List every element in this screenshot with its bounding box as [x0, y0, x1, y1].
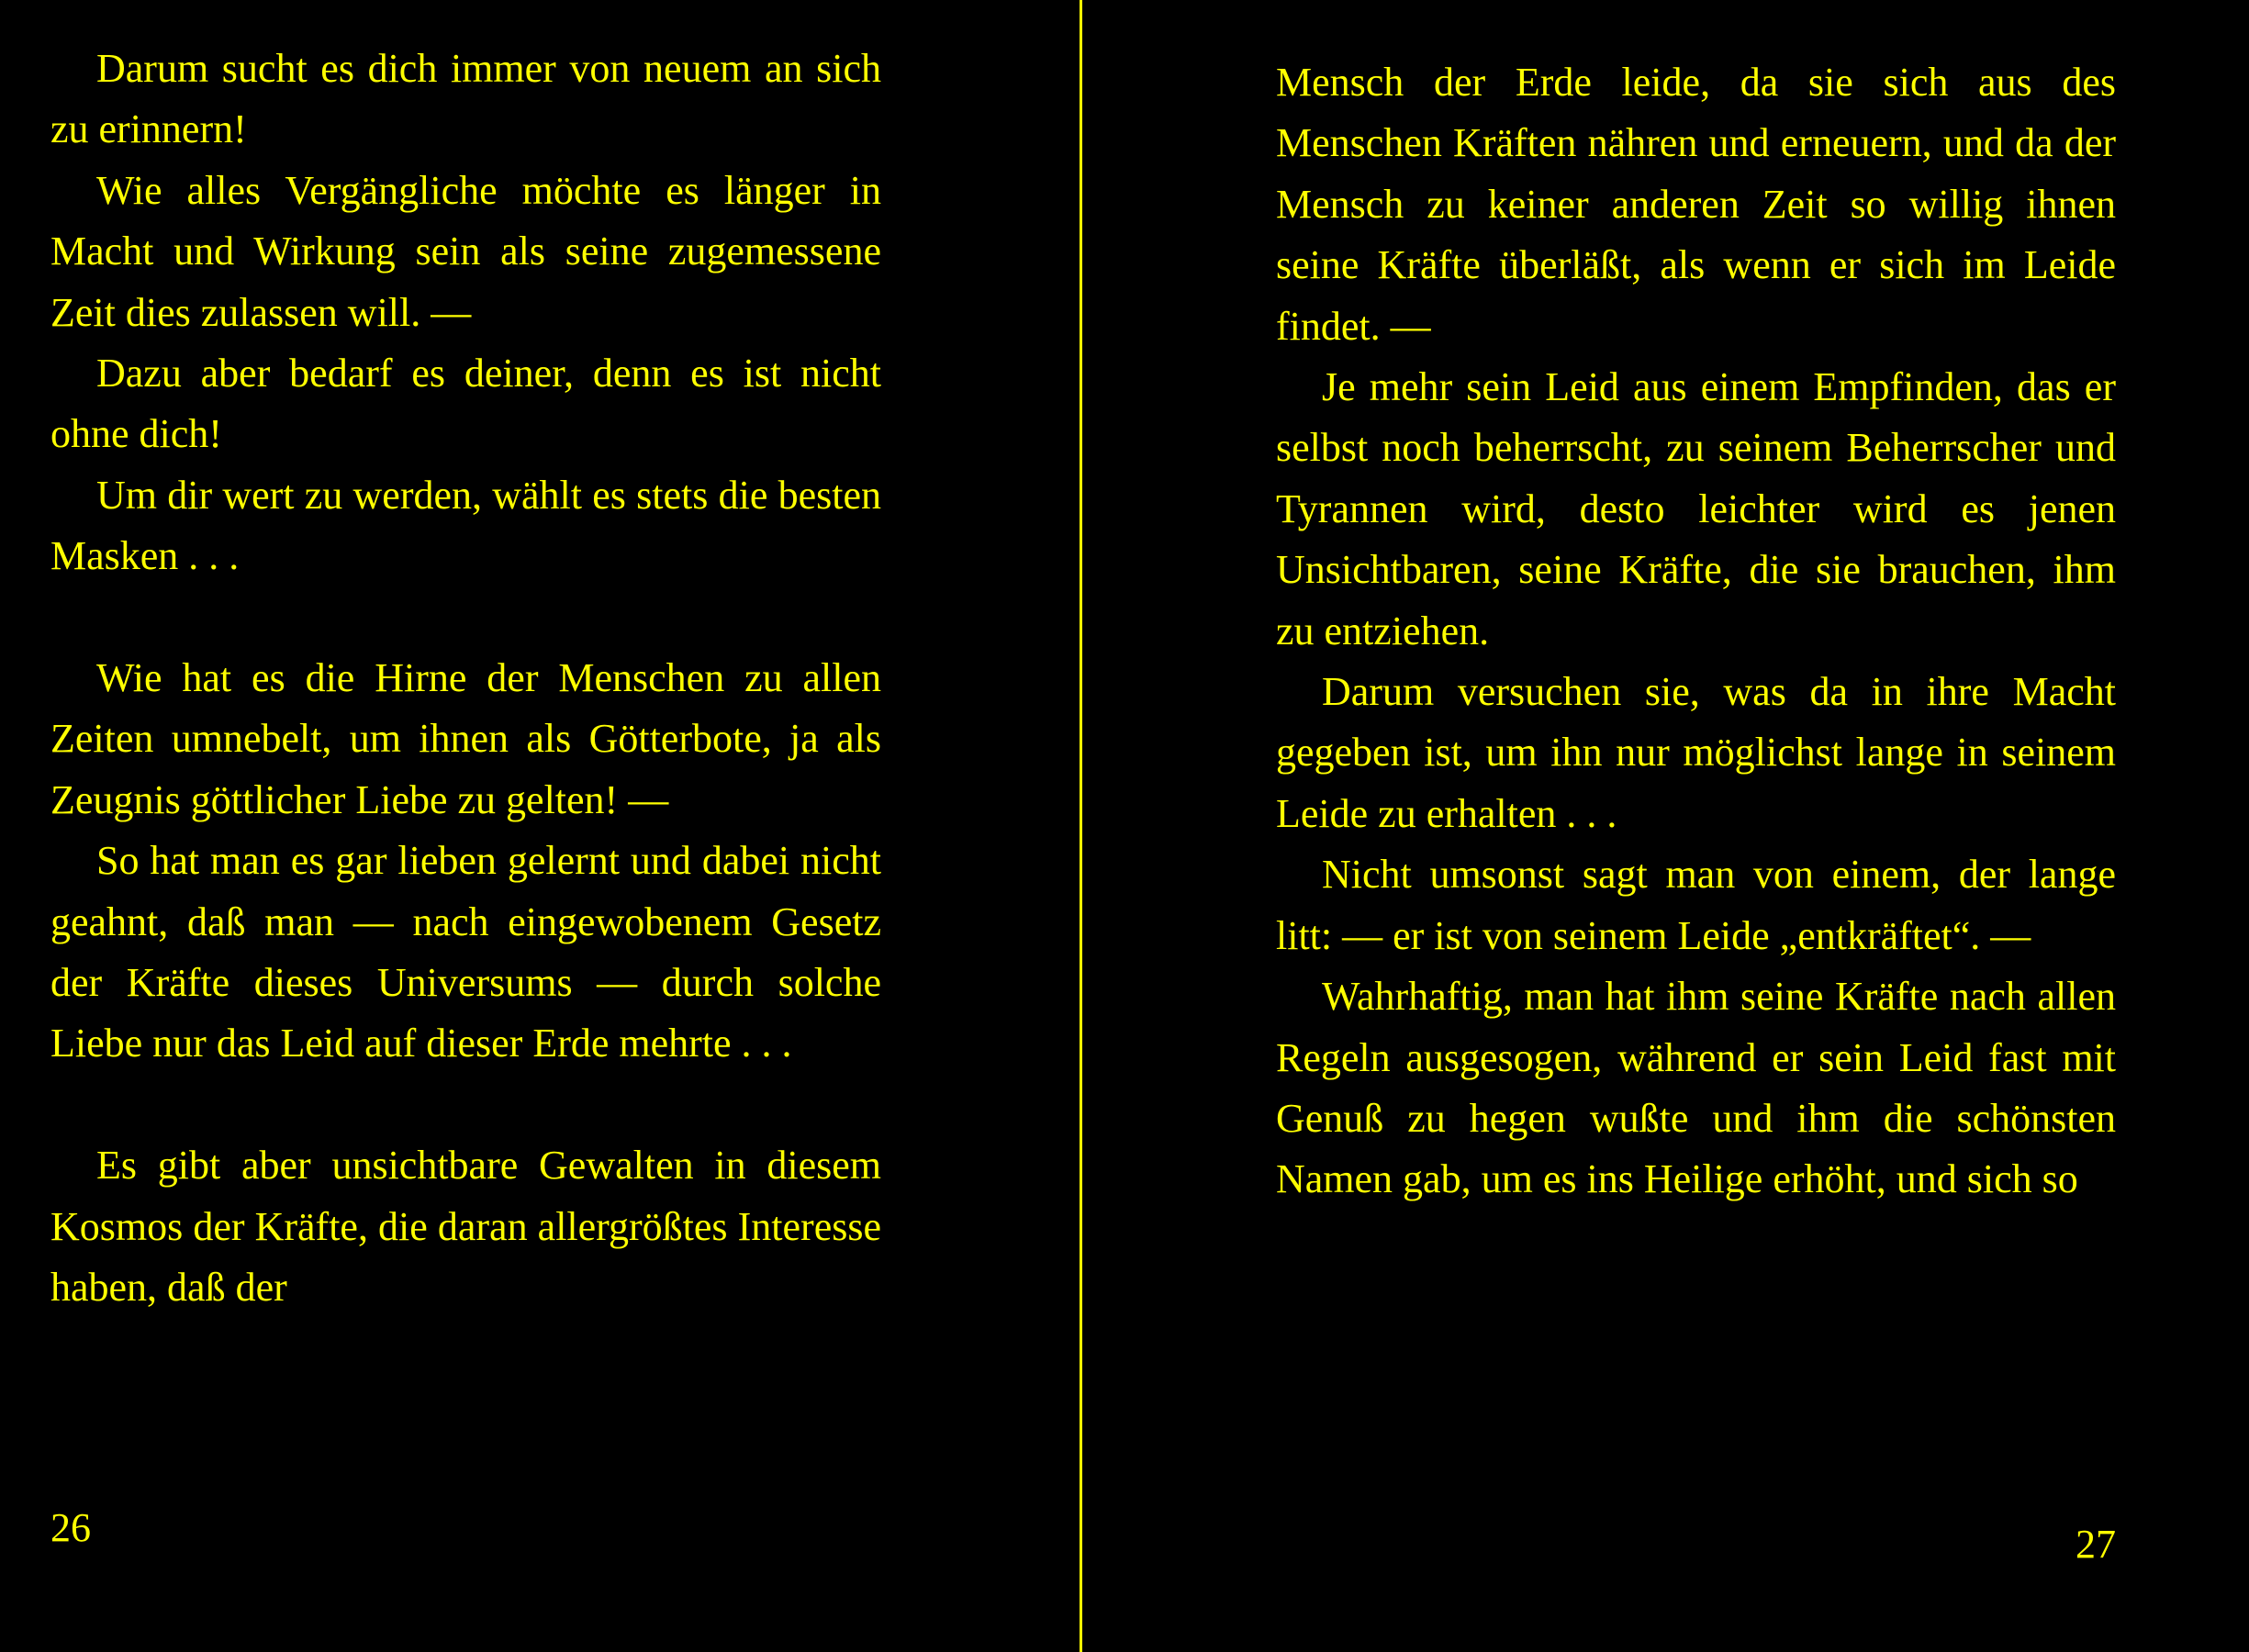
paragraph: Wie hat es die Hirne der Menschen zu allen Zeiten umnebelt, um ihnen als Götterbote, ja als Zeugnis göttlicher Liebe zu gelten! —	[50, 655, 881, 822]
paragraph: Je mehr sein Leid aus einem Empfinden, das er selbst noch beherrscht, zu seinem Beherrscher und Tyrannen wird, desto leichter wird es jenen Unsichtbaren, seine Kräfte, die sie brauchen, ihm zu entziehen.	[1276, 364, 2116, 653]
right-page	[1083, 0, 2249, 1652]
paragraph: Wie alles Vergängliche möchte es länger in Macht und Wirkung sein als seine zugemessene Zeit dies zulassen will. —	[50, 167, 881, 335]
left-page	[0, 0, 1079, 1652]
left-page-text	[50, 39, 881, 1319]
paragraph: Darum versuchen sie, was da in ihre Macht gegeben ist, um ihn nur möglichst lange in seinem Leide zu erhalten . . .	[1276, 669, 2116, 836]
paragraph: Nicht umsonst sagt man von einem, der lange litt: — er ist von seinem Leide „entkräftet“. —	[1276, 852, 2116, 958]
paragraph: Um dir wert zu werden, wählt es stets die besten Masken . . .	[50, 472, 881, 579]
paragraph: Darum sucht es dich immer von neuem an sich zu erinnern!	[50, 46, 881, 152]
section-break	[50, 587, 881, 648]
paragraph: Wahrhaftig, man hat ihm seine Kräfte nach allen Regeln ausgesogen, während er sein Leid fast mit Genuß zu hegen wußte und ihm die schönsten Namen gab, um es ins Heilige erhöht, und sich so	[1276, 974, 2116, 1202]
page-number: 26	[50, 1505, 91, 1550]
paragraph: Es gibt aber unsichtbare Gewalten in diesem Kosmos der Kräfte, die daran allergrößtes Interesse haben, daß der	[50, 1143, 881, 1311]
page-number: 27	[2076, 1522, 2116, 1567]
book-gutter-divider	[1080, 0, 1082, 1652]
paragraph: Dazu aber bedarf es deiner, denn es ist nicht ohne dich!	[50, 351, 881, 457]
paragraph: So hat man es gar lieben gelernt und dabei nicht geahnt, daß man — nach eingewobenem Gesetz der Kräfte dieses Universums — durch solche Liebe nur das Leid auf dieser Erde mehrte . . .	[50, 838, 881, 1066]
right-page-text	[1276, 52, 2116, 1211]
paragraph: Mensch der Erde leide, da sie sich aus des Menschen Kräften nähren und erneuern, und da der Mensch zu keiner anderen Zeit so willig ihnen seine Kräfte überläßt, als wenn er sich im Leide findet. —	[1276, 60, 2116, 349]
section-break	[50, 1075, 881, 1135]
